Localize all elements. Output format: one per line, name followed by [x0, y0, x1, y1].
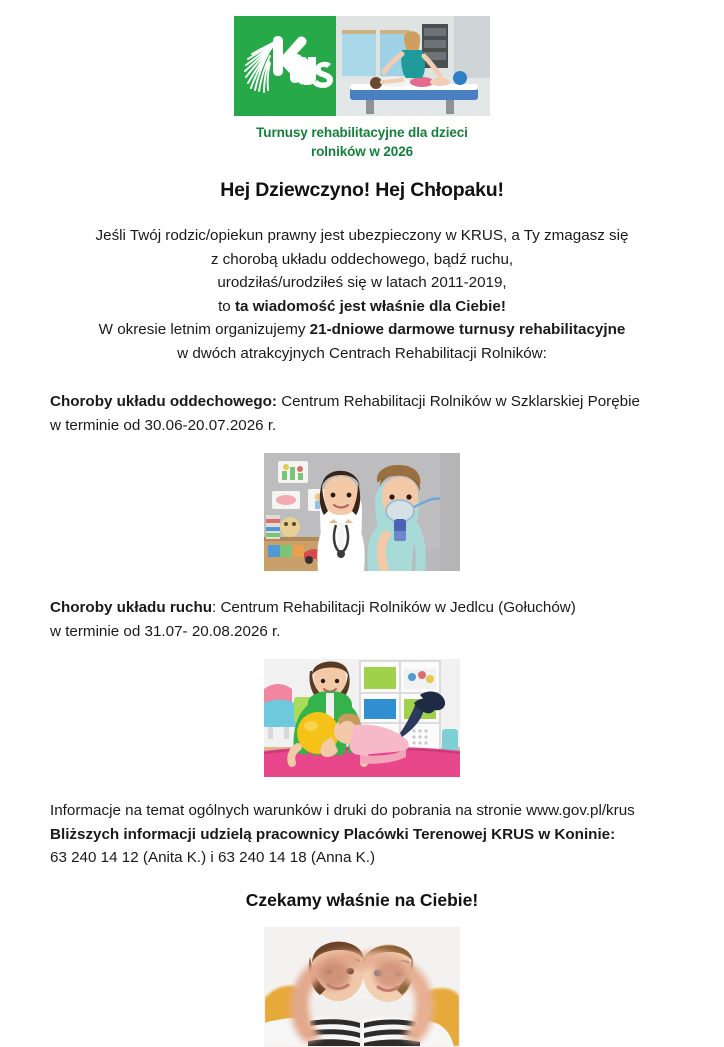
header-photo-physiotherapy — [336, 16, 490, 116]
closing-text: Czekamy właśnie na Ciebie! — [245, 889, 479, 910]
locomotor-section — [25, 596, 699, 643]
header-caption — [102, 123, 622, 161]
poster-page — [0, 16, 724, 1040]
krus-logo — [234, 16, 336, 116]
respiratory-center: Centrum Rehabilitacji Rolników w Szklarskiej Porębie — [276, 393, 640, 410]
intro-line-1: Jeśli Twój rodzic/opiekun prawny jest ubezpieczony w KRUS, a Ty zmagasz się — [95, 227, 629, 244]
contact-office-line: Bliższych informacji udzielą pracownicy Placówki Terenowej KRUS w Koninie: — [50, 825, 616, 843]
contact-info-line: Informacje na temat ogólnych warunków i druki do pobrania na stronie www.gov.pl/krus — [50, 802, 635, 819]
respiratory-label: Choroby układu oddechowego: — [50, 393, 277, 410]
intro-line-2: z chorobą układu oddechowego, bądź ruchu, — [210, 250, 514, 268]
intro-line-5-prefix: W okresie letnim organizujemy — [98, 321, 310, 338]
intro-line-6: w dwóch atrakcyjnych Centrach Rehabilitacji Rolników: — [177, 344, 547, 362]
intro-line-4-prefix: to — [218, 297, 235, 315]
photo-children-heart-hands — [264, 927, 460, 1047]
photo-inhalation-therapy — [264, 453, 460, 571]
locomotor-dates: w terminie od 31.07- 20.08.2026 r. — [50, 622, 281, 640]
photo-exercise-ball — [264, 659, 460, 777]
locomotor-heading-line — [50, 596, 699, 620]
contact-section — [25, 799, 699, 870]
page-title: Hej Dziewczyno! Hej Chłopaku! — [220, 179, 504, 201]
intro-line-5-emphasis: 21-dniowe darmowe turnusy rehabilitacyjne — [309, 321, 626, 338]
intro-line-5 — [17, 318, 707, 342]
intro-block — [17, 224, 707, 365]
respiratory-heading-line — [50, 390, 699, 414]
intro-line-4-emphasis: ta wiadomość jest właśnie dla Ciebie! — [234, 297, 506, 315]
respiratory-dates: w terminie od 30.06-20.07.2026 r. — [50, 416, 277, 434]
respiratory-section — [25, 390, 699, 437]
locomotor-label: Choroby układu ruchu — [50, 599, 213, 616]
header-caption-line2: rolników w 2026 — [310, 144, 414, 159]
intro-line-3: urodziłaś/urodziłeś się w latach 2011-2019, — [217, 274, 507, 291]
locomotor-center: : Centrum Rehabilitacji Rolników w Jedlcu (Gołuchów) — [212, 599, 576, 616]
contact-phones: 63 240 14 12 (Anita K.) i 63 240 14 18 (Anna K.) — [50, 849, 376, 866]
header-banner — [234, 16, 490, 116]
intro-line-4 — [17, 295, 707, 319]
header-caption-line1: Turnusy rehabilitacyjne dla dzieci — [256, 125, 468, 140]
